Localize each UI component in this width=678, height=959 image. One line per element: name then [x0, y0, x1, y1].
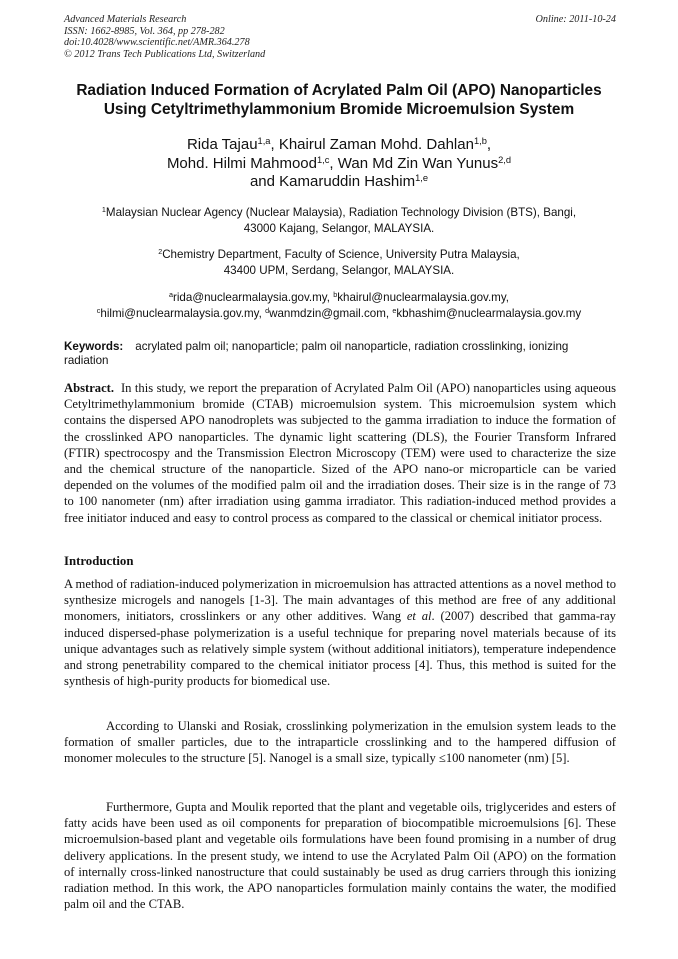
author-sup: 1,c	[317, 154, 330, 165]
keywords-section	[64, 340, 616, 368]
introduction-heading: Introduction	[64, 554, 134, 568]
title-line-1: Radiation Induced Formation of Acrylated Palm Oil (APO) Nanoparticles	[76, 82, 602, 99]
email-address[interactable]: kbhashim@nuclearmalaysia.gov.my	[396, 306, 582, 320]
affiliation-text: Malaysian Nuclear Agency (Nuclear Malaysia), Radiation Technology Division (BTS), Bangi,	[105, 206, 577, 219]
author-sep: ,	[270, 136, 279, 153]
affiliation-text: 43000 Kajang, Selangor, MALAYSIA.	[243, 221, 435, 235]
author-sup: 1,e	[415, 172, 429, 183]
author-conjunction: and	[249, 173, 280, 190]
email-address[interactable]: khairul@nuclearmalaysia.gov.my,	[337, 291, 509, 304]
affiliation-sup: 1	[101, 205, 106, 215]
author-list	[40, 136, 638, 192]
title-line-2: Using Cetyltrimethylammonium Bromide Microemulsion System	[103, 101, 575, 118]
intro-paragraph-2: According to Ulanski and Rosiak, crosslinking polymerization in the emulsion system leads to the formation of smaller particles, due to the intraparticle crosslinking and to the hampered diffusion of monomer molecules to the structure [5]. Nanogel is a small size, typically ≤100 nanometer (nm) [5].	[64, 719, 616, 766]
affiliation-text: 43400 UPM, Serdang, Selangor, MALAYSIA.	[223, 263, 455, 277]
email-address[interactable]: rida@nuclearmalaysia.gov.my,	[173, 291, 330, 304]
author-name: Kamaruddin Hashim	[279, 173, 416, 190]
affiliation-sup: 2	[158, 247, 163, 257]
author-sup: 1,b	[473, 135, 487, 146]
copyright-line: © 2012 Trans Tech Publications Ltd, Switzerland	[64, 48, 266, 60]
author-name: Khairul Zaman Mohd. Dahlan	[278, 136, 474, 153]
email-sup: e	[392, 305, 397, 315]
author-sep: ,	[486, 136, 492, 153]
affiliation-1	[40, 205, 638, 236]
author-name: Rida Tajau	[186, 136, 258, 153]
author-sup: 2,d	[498, 154, 512, 165]
keywords-label: Keywords:	[64, 340, 124, 353]
keywords-text: acrylated palm oil; nanoparticle; palm oil nanoparticle, radiation crosslinking, ionizing radiation	[64, 340, 569, 367]
doi-line: doi:10.4028/www.scientific.net/AMR.364.278	[64, 37, 250, 49]
paper-title	[40, 81, 638, 119]
online-date: Online: 2011-10-24	[535, 14, 616, 25]
author-name: Wan Md Zin Wan Yunus	[337, 154, 499, 172]
abstract-label: Abstract.	[64, 381, 115, 395]
author-line-3	[40, 173, 638, 192]
intro-p1-text-cont: . (2007) described that gamma-ray induced dispersed-phase polymerization is a useful technique for preparing novel materials because of its unique advantages such as relatively simple system (without additional initiators), temperature independence and strong penetrability compared to the chemical initiator process [4]. Thus, this method is suited for the synthesis of high-purity products for biomedical use.	[64, 609, 616, 689]
email-sup: b	[333, 290, 338, 300]
intro-p1-etal: et al	[406, 609, 432, 624]
author-line-2	[40, 155, 638, 174]
abstract-section	[64, 380, 616, 526]
author-sup: 1,a	[257, 135, 271, 146]
author-line-1	[40, 136, 638, 155]
affiliation-2	[40, 247, 638, 278]
email-address[interactable]: hilmi@nuclearmalaysia.gov.my,	[100, 306, 262, 320]
intro-p1-text: A method of radiation-induced polymerization in microemulsion has attracted attentions as a novel method to synthesize microgels and nanogels [1-3]. The main advantages of this method are free of any additional monomers, initiators, crosslinkers or any other additives. Wang	[64, 577, 616, 624]
email-address[interactable]: wanmdzin@gmail.com,	[269, 306, 390, 320]
author-name: Mohd. Hilmi Mahmood	[166, 154, 317, 172]
email-sup: c	[96, 305, 101, 315]
email-sup: d	[265, 305, 270, 315]
affiliation-text: Chemistry Department, Faculty of Science, University Putra Malaysia,	[162, 248, 520, 261]
intro-paragraph-3: Furthermore, Gupta and Moulik reported that the plant and vegetable oils, triglycerides and esters of fatty acids have been used as oil components for preparation of biocompatible microemulsions [6]. These microemulsion-based plant and vegetable oils formulations have been found promising in a number of drug delivery applications. In the present study, we intend to use the Acrylated Palm Oil (APO) on the formation of internally cross-linked nanostructure that could sustainably be used as drug carriers through this ionizing radiation method. In this work, the APO nanoparticles formulation mainly contains the water, the modified palm oil and the CTAB.	[64, 800, 616, 912]
intro-paragraph-1	[64, 576, 616, 689]
author-sep: ,	[329, 154, 338, 172]
journal-header	[64, 14, 616, 60]
journal-name: Advanced Materials Research	[64, 14, 187, 25]
email-list	[40, 290, 638, 321]
email-sup: a	[169, 290, 173, 300]
issn-line: ISSN: 1662-8985, Vol. 364, pp 278-282	[64, 25, 225, 37]
abstract-text: In this study, we report the preparation of Acrylated Palm Oil (APO) nanoparticles using aqueous Cetyltrimethylammonium bromide (CTAB) microemulsion system. This microemulsion system which contains the dispersed APO nanodroplets was subjected to the gamma irradiation to induce the formation of the crosslinked APO nanoparticles. The dynamic light scattering (DLS), the Fourier Transform Infrared (FTIR) spectrocospy and the Transmission Electron Microscopy (TEM) were used to characterize the size and the chemical structure of the nanoparticle. Sized of the APO nano-or microparticle can be varied depended on the volumes of the modified palm oil and the irradiation doses. Their size is in the range of 73 to 100 nanometer (nm) after irradiation using gamma irradiator. This radiation-induced method provides a free initiator induced and easy to control process as compared to the classical or chemical initiator process.	[64, 381, 616, 525]
